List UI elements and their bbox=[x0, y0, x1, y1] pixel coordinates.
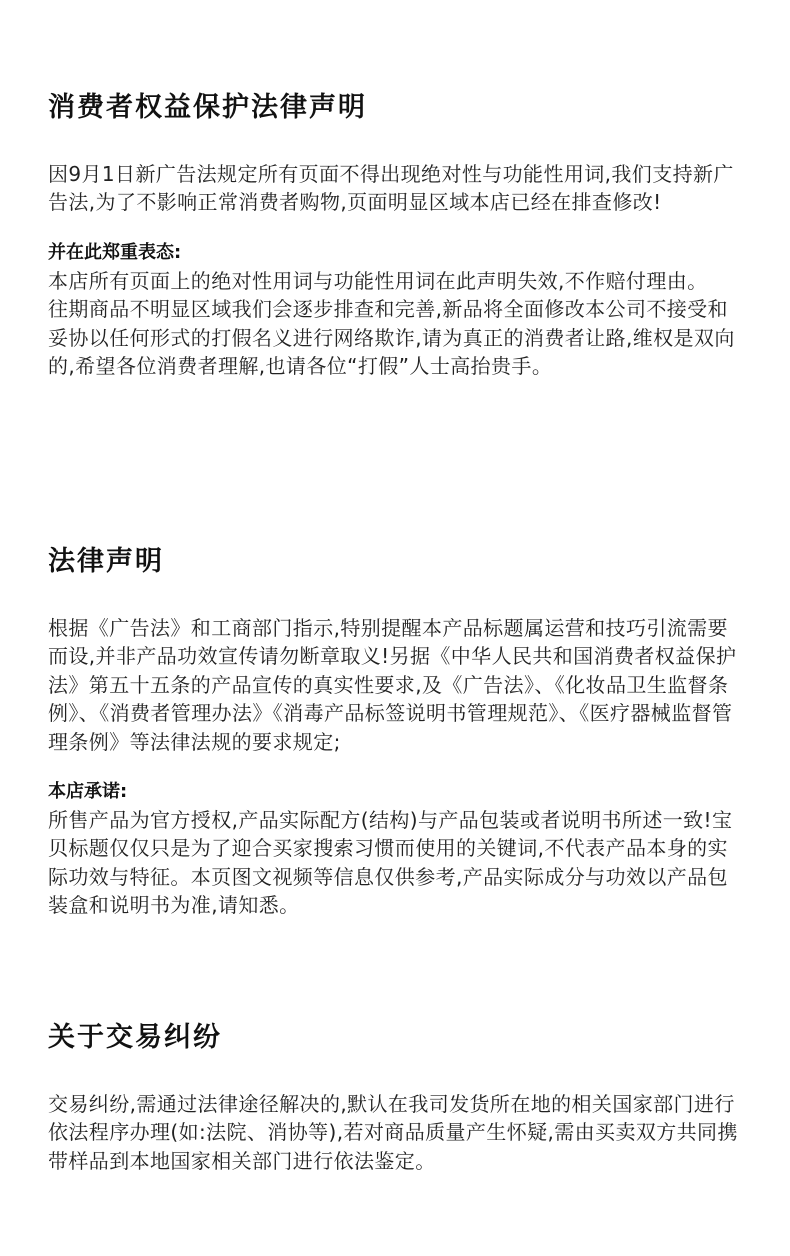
consumer-rights-section bbox=[48, 88, 748, 380]
section-subhead: 并在此郑重表态: bbox=[48, 241, 182, 263]
section-title: 法律声明 bbox=[48, 546, 164, 577]
section-title: 消费者权益保护法律声明 bbox=[48, 92, 367, 123]
section-title: 关于交易纠纷 bbox=[48, 1022, 222, 1053]
section-paragraph: 往期商品不明显区域我们会逐步排查和完善,新品将全面修改本公司不接受和妥协以任何形式的打假名义进行网络欺诈,请为真正的消费者让路,维权是双向的,希望各位消费者理解,也请各位“打假”人士高抬贵手。 bbox=[48, 297, 735, 379]
trade-dispute-section bbox=[48, 1018, 748, 1175]
section-subhead: 本店承诺: bbox=[48, 781, 128, 803]
section-intro: 因9月1日新广告法规定所有页面不得出现绝对性与功能性用词,我们支持新广告法,为了不影响正常消费者购物,页面明显区域本店已经在排查修改! bbox=[48, 162, 734, 215]
section-intro: 根据《广告法》和工商部门指示,特别提醒本产品标题属运营和技巧引流需要而设,并非产品功效宣传请勿断章取义!另据《中华人民共和国消费者权益保护法》第五十五条的产品宣传的真实性要求,及《广告法》、《化妆品卫生监督条例》、《消费者管理办法》《消毒产品标签说明书管理规范》、《医疗器械监督管理条例》等法律法规的要求规定; bbox=[48, 616, 737, 754]
section-paragraph: 所售产品为官方授权,产品实际配方(结构)与产品包装或者说明书所述一致!宝贝标题仅仅只是为了迎合买家搜索习惯而使用的关键词,不代表产品本身的实际功效与特征。本页图文视频等信息仅供参考,产品实际成分与功效以产品包装盒和说明书为准,请知悉。 bbox=[48, 808, 733, 918]
section-intro: 交易纠纷,需通过法律途径解决的,默认在我司发货所在地的相关国家部门进行依法程序办理(如:法院、消协等),若对商品质量产生怀疑,需由买卖双方共同携带样品到本地国家相关部门进行依法鉴定。 bbox=[48, 1092, 738, 1173]
legal-notice-section bbox=[48, 542, 748, 920]
section-paragraph: 本店所有页面上的绝对性用词与功能性用词在此声明失效,不作赔付理由。 bbox=[48, 268, 708, 293]
